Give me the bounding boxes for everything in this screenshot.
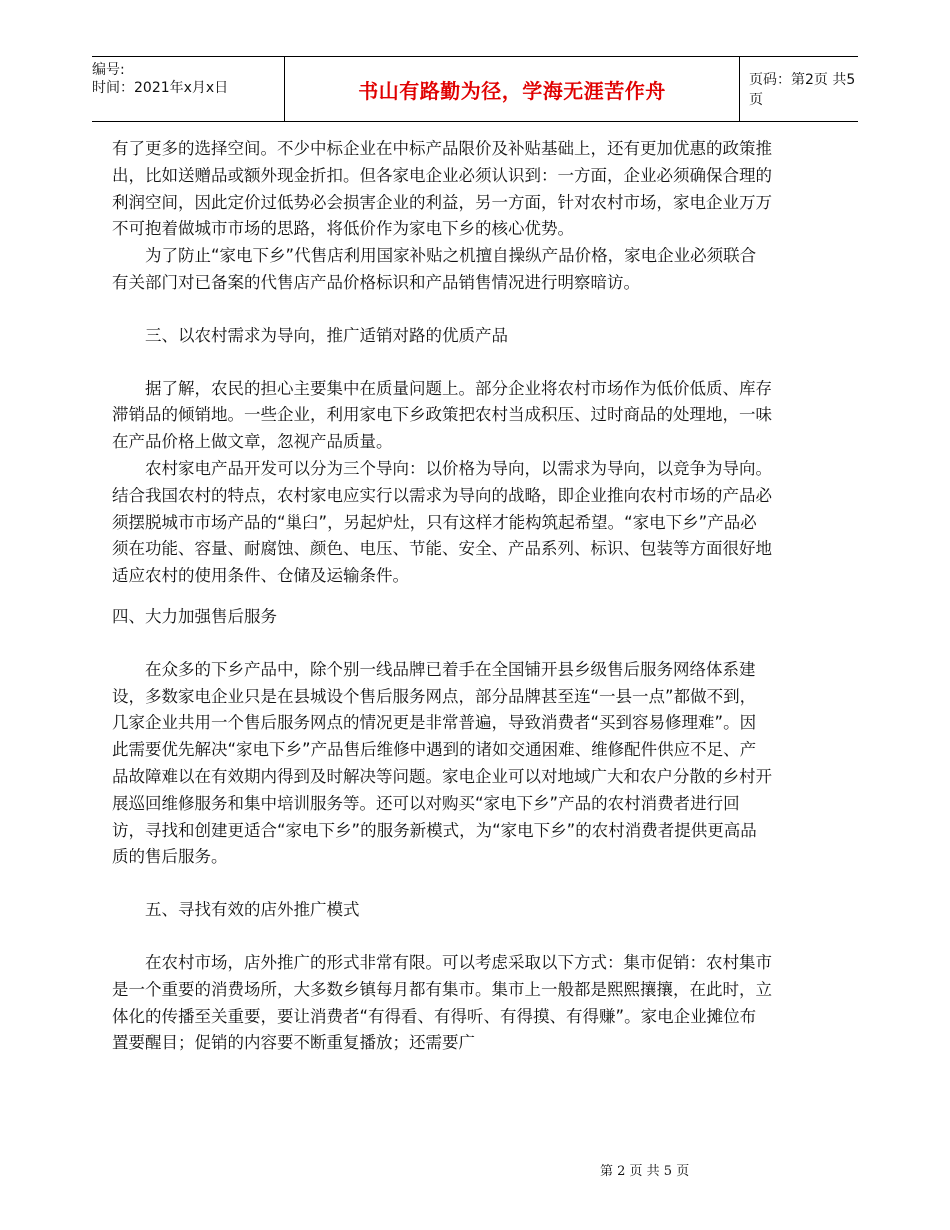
paragraph-gap — [112, 871, 772, 897]
body-paragraph: 有了更多的选择空间。不少中标企业在中标产品限价及补贴基础上，还有更加优惠的政策推出，比如送赠品或额外现金折扣。但各家电企业必须认识到：一方面，企业必须确保合理的利润空间，因此定价过低势必会损害企业的利益，另一方面，针对农村市场，家电企业万万不可抱着做城市市场的思路，将低价作为家电下乡的核心优势。 — [112, 139, 772, 239]
section-heading: 四、大力加强售后服务 — [112, 606, 277, 626]
body-paragraph: 农村家电产品开发可以分为三个导向：以价格为导向，以需求为导向，以竞争为导向。结合我国农村的特点，农村家电应实行以需求为导向的战略，即企业推向农村市场的产品必须摆脱城市市场产品的“巢臼”，另起炉灶，只有这样才能构筑起希望。“家电下乡”产品必须在功能、容量、耐腐蚀、颜色、电压、节能、安全、产品系列、标识、包装等方面很好地适应农村的使用条件、仓储及运输条件。 — [112, 458, 772, 586]
body-paragraph: 为了防止“家电下乡”代售店利用国家补贴之机擅自操纵产品价格，家电企业必须联合有关部门对已备案的代售店产品价格标识和产品销售情况进行明察暗访。 — [112, 246, 757, 292]
section-heading: 五、寻找有效的店外推广模式 — [145, 900, 360, 920]
header-time-label: 时间：2021年x月x日 — [92, 80, 229, 96]
body-paragraph: 在众多的下乡产品中，除个别一线品牌已着手在全国铺开县乡级售后服务网络体系建设，多数家电企业只是在县城设个售后服务网点，部分品牌甚至连“一县一点”都做不到，几家企业共用一个售后服务网点的情况更是非常普遍，导致消费者“买到容易修理难”。因此需要优先解决“家电下乡”产品售后维修中遇到的诸如交通困难、维修配件供应不足、产品故障难以在有效期内得到及时解决等问题。家电企业可以对地域广大和农户分散的乡村开展巡回维修服务和集中培训服务等。还可以对购买“家电下乡”产品的农村消费者进行回访，寻找和创建更适合“家电下乡”的服务新模式，为“家电下乡”的农村消费者提供更高品质的售后服务。 — [112, 659, 772, 867]
document-body — [112, 136, 772, 1057]
page-footer: 第 2 页 共 5 页 — [600, 1164, 690, 1179]
header-page-info: 页码：第2页 共5页 — [749, 72, 856, 108]
header-motto: 书山有路勤为径，学海无涯苦作舟 — [284, 57, 740, 121]
header-meta — [92, 57, 284, 125]
body-paragraph: 在农村市场，店外推广的形式非常有限。可以考虑采取以下方式：集市促销：农村集市是一个重要的消费场所，大多数乡镇每月都有集市。集市上一般都是熙熙攘攘，在此时，立体化的传播至关重要，要让消费者“有得看、有得听、有得摸、有得赚”。家电企业摊位布置要醒目；促销的内容要不断重复播放；还需要广 — [112, 952, 772, 1053]
paragraph-gap — [112, 590, 772, 604]
section-heading: 三、以农村需求为导向，推广适销对路的优质产品 — [145, 325, 508, 345]
paragraph-gap — [112, 297, 772, 323]
page-header — [92, 56, 858, 122]
body-paragraph: 据了解，农民的担心主要集中在质量问题上。部分企业将农村市场作为低价低质、库存滞销品的倾销地。一些企业，利用家电下乡政策把农村当成积压、过时商品的处理地，一味在产品价格上做文章，忽视产品质量。 — [112, 378, 772, 452]
header-number-label: 编号: — [92, 62, 125, 78]
paragraph-gap — [112, 631, 772, 657]
paragraph-gap — [112, 924, 772, 950]
paragraph-gap — [112, 350, 772, 376]
